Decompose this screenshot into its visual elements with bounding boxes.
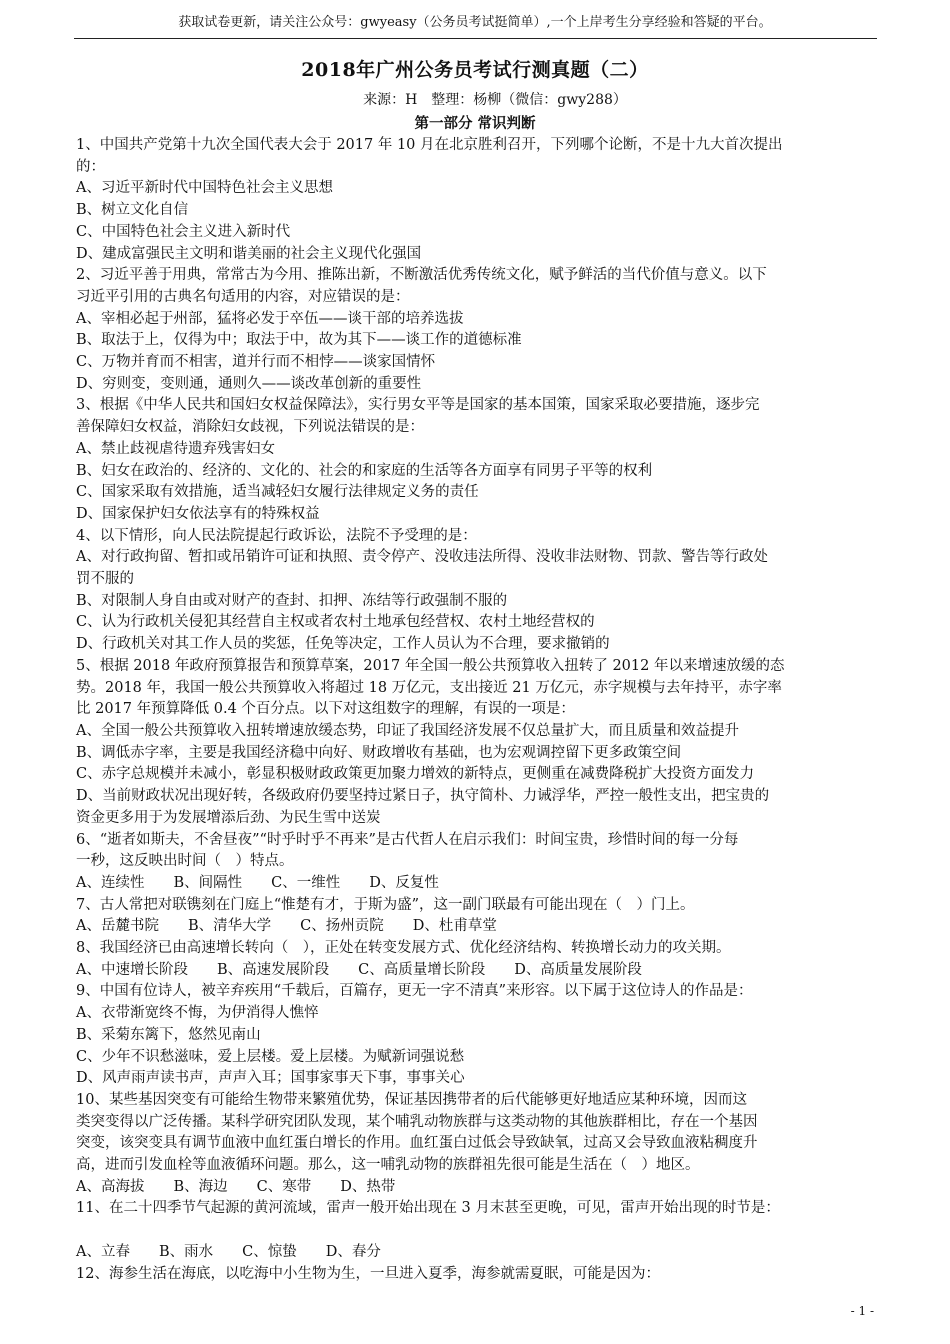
update-notice: 获取试卷更新，请关注公众号：gwyeasy（公务员考试挺简单）,一个上岸考生分享经验和答疑的平台。: [178, 15, 772, 30]
text-line: 12、海参生活在海底，以吃海中小生物为生，一旦进入夏季，海参就需夏眠，可能是因为：: [76, 1265, 660, 1282]
text-line: 1、中国共产党第十九次全国代表大会于 2017 年 10 月在北京胜利召开，下列哪个论断，不是十九大首次提出: [76, 137, 783, 153]
text-line: 类突变得以广泛传播。某科学研究团队发现，某个哺乳动物族群与这类动物的其他族群相比，存在一个基因: [76, 1113, 758, 1130]
header-rule: [74, 38, 877, 39]
text-line: A、对行政拘留、暂扣或吊销许可证和执照、责令停产、没收违法所得、没收非法财物、罚款、警告等行政处: [76, 549, 768, 566]
text-line: A、中速增长阶段 B、高速发展阶段 C、高质量增长阶段 D、高质量发展阶段: [76, 961, 642, 978]
text-line: A、衣带渐宽终不悔，为伊消得人憔悴: [76, 1005, 319, 1022]
text-line: A、禁止歧视虐待遗弃残害妇女: [76, 440, 275, 457]
text-line: 11、在二十四季节气起源的黄河流域，雷声一般开始出现在 3 月末甚至更晚，可见，雷声开始出现的时节是：: [76, 1200, 780, 1217]
text-line: B、调低赤字率，主要是我国经济稳中向好、财政增收有基础，也为宏观调控留下更多政策空间: [76, 744, 682, 761]
text-line: 资金更多用于为发展增添后劲、为民生雪中送炭: [76, 809, 381, 826]
text-line: B、对限制人身自由或对财产的查封、扣押、冻结等行政强制不服的: [76, 592, 508, 609]
text-line: 善保障妇女权益，消除妇女歧视，下列说法错误的是：: [76, 419, 424, 436]
page-number: - 1 -: [850, 1304, 874, 1318]
text-line: C、万物并育而不相害，道并行而不相悖——谈家国情怀: [76, 354, 436, 371]
text-line: C、少年不识愁滋味，爱上层楼。爱上层楼。为赋新词强说愁: [76, 1048, 465, 1065]
text-line: C、中国特色社会主义进入新时代: [76, 223, 291, 240]
text-line: 5、根据 2018 年政府预算报告和预算草案，2017 年全国一般公共预算收入扭转了 2012 年以来增速放缓的态: [76, 657, 785, 674]
text-line: A、宰相必起于州部，猛将必发于卒伍——谈干部的培养选拔: [76, 310, 464, 327]
text-line: B、采菊东篱下，悠然见南山: [76, 1026, 261, 1043]
text-line: C、认为行政机关侵犯其经营自主权或者农村土地承包经营权、农村土地经营权的: [76, 614, 595, 631]
section-heading: 第一部分 常识判断: [414, 115, 536, 132]
text-line: 4、以下情形，向人民法院提起行政诉讼，法院不予受理的是：: [76, 527, 477, 544]
text-line: D、国家保护妇女依法享有的特殊权益: [76, 505, 320, 522]
text-line: 一秒，这反映出时间（ ）特点。: [76, 853, 294, 870]
text-line: A、连续性 B、间隔性 C、一维性 D、反复性: [76, 874, 439, 891]
text-line: 势。2018 年，我国一般公共预算收入将超过 18 万亿元，支出接近 21 万亿元，赤字规模与去年持平，赤字率: [76, 679, 782, 696]
question-body: [76, 135, 876, 1285]
source-line: 来源：H 整理：杨柳（微信：gwy288）: [363, 92, 627, 108]
text-line: B、妇女在政治的、经济的、文化的、社会的和家庭的生活等各方面享有同男子平等的权利: [76, 462, 653, 479]
text-line: 罚不服的: [76, 571, 134, 588]
text-line: D、风声雨声读书声，声声入耳；国事家事天下事，事事关心: [76, 1070, 465, 1087]
text-line: 高，进而引发血栓等血液循环问题。那么，这一哺乳动物的族群祖先很可能是生活在（ ）地区。: [76, 1157, 700, 1174]
text-line: B、取法于上，仅得为中；取法于中，故为其下——谈工作的道德标准: [76, 332, 522, 349]
text-line: 3、根据《中华人民共和国妇女权益保障法》，实行男女平等是国家的基本国策，国家采取必要措施，逐步完: [76, 397, 760, 414]
text-line: 6、“逝者如斯夫，不舍昼夜”“时乎时乎不再来”是古代哲人在启示我们：时间宝贵，珍惜时间的每一分每: [76, 831, 739, 848]
text-line: 8、我国经济已由高速增长转向（ ），正处在转变发展方式、优化经济结构、转换增长动力的攻关期。: [76, 940, 731, 957]
text-line: C、赤字总规模并未减小，彰显积极财政政策更加聚力增效的新特点，更侧重在减费降税扩大投资方面发力: [76, 766, 755, 783]
text-line: 2、习近平善于用典，常常古为今用、推陈出新，不断激活优秀传统文化，赋予鲜活的当代价值与意义。以下: [76, 267, 767, 284]
text-line: C、国家采取有效措施，适当减轻妇女履行法律规定义务的责任: [76, 484, 479, 501]
text-line: D、建成富强民主文明和谐美丽的社会主义现代化强国: [76, 245, 422, 262]
blank-line: A、立春 B、雨水 C、惊蛰 D、春分: [76, 1243, 381, 1260]
text-line: A、习近平新时代中国特色社会主义思想: [76, 180, 333, 197]
text-line: A、岳麓书院 B、清华大学 C、扬州贡院 D、杜甫草堂: [76, 918, 497, 935]
text-line: D、穷则变，变则通，通则久——谈改革创新的重要性: [76, 375, 422, 392]
text-line: 比 2017 年预算降低 0.4 个百分点。以下对这组数字的理解，有误的一项是：: [76, 701, 575, 718]
text-line: 7、古人常把对联镌刻在门庭上“惟楚有才，于斯为盛”，这一副门联最有可能出现在（ ）门上。: [76, 896, 695, 913]
text-line: 习近平引用的古典名句适用的内容，对应错误的是：: [76, 288, 410, 305]
text-line: A、全国一般公共预算收入扭转增速放缓态势，印证了我国经济发展不仅总量扩大，而且质量和效益提升: [76, 722, 739, 739]
text-line: 突变，该突变具有调节血液中血红蛋白增长的作用。血红蛋白过低会导致缺氧，过高又会导致血液粘稠度升: [76, 1135, 758, 1152]
text-line: 的：: [76, 158, 105, 175]
text-line: D、行政机关对其工作人员的奖惩，任免等决定，工作人员认为不合理，要求撤销的: [76, 636, 610, 653]
text-line: 10、某些基因突变有可能给生物带来繁殖优势，保证基因携带者的后代能够更好地适应某种环境，因而这: [76, 1091, 747, 1108]
text-line: A、高海拔 B、海边 C、寒带 D、热带: [76, 1178, 396, 1195]
document-title: 2018年广州公务员考试行测真题（二）: [301, 59, 649, 81]
text-line: [76, 1220, 876, 1242]
text-line: B、树立文化自信: [76, 202, 189, 219]
text-line: D、当前财政状况出现好转，各级政府仍要坚持过紧日子，执守简朴、力诫浮华，严控一般性支出，把宝贵的: [76, 788, 770, 805]
text-line: 9、中国有位诗人，被辛弃疾用“千载后，百篇存，更无一字不清真”来形容。以下属于这位诗人的作品是：: [76, 983, 753, 1000]
